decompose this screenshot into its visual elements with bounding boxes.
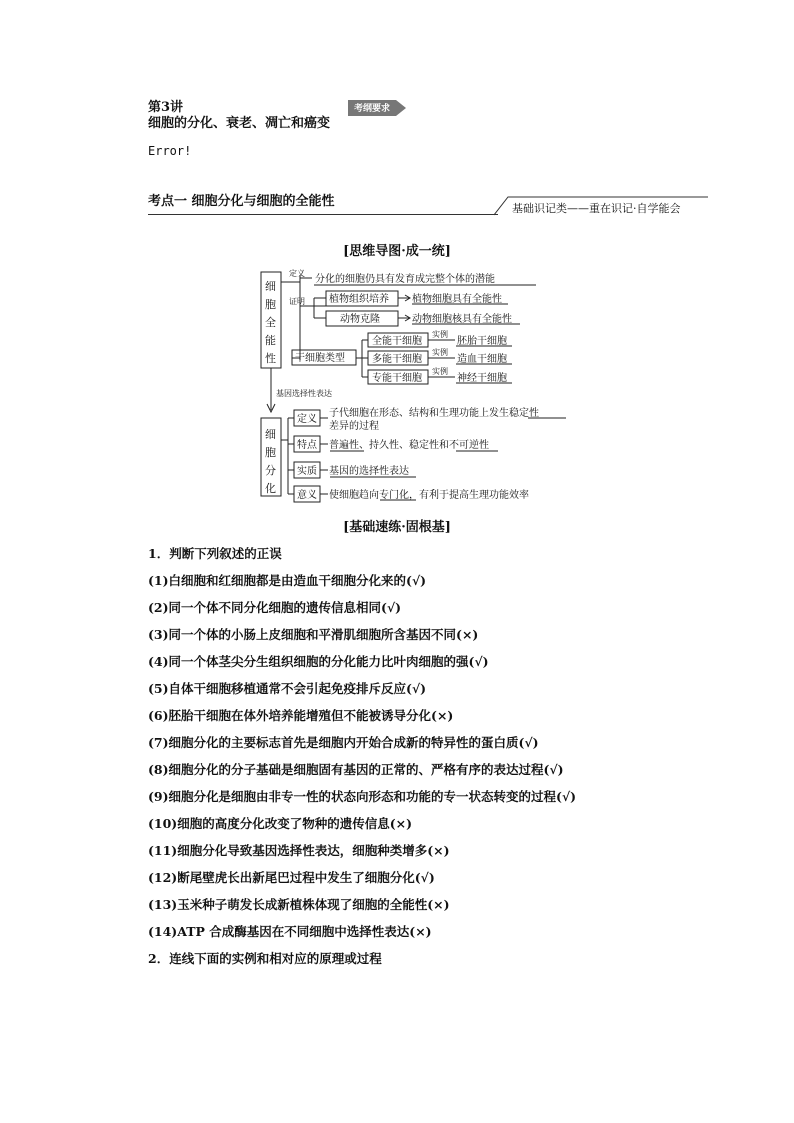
- plant-result: 植物细胞具有全能性: [412, 294, 502, 305]
- diff-text-1a: 子代细胞在形态、结构和生理功能上发生稳定性: [329, 408, 539, 419]
- stem-type-1: 全能干细胞: [372, 336, 422, 347]
- totipotency-label-5: 性: [265, 352, 276, 365]
- stem-type-2: 多能干细胞: [372, 354, 422, 365]
- judgement-item: (2)同一个体不同分化细胞的遗传信息相同(√): [148, 600, 402, 615]
- lecture-number: 第3讲: [148, 100, 184, 115]
- judgement-item: (3)同一个体的小肠上皮细胞和平滑肌细胞所含基因不同(×): [148, 627, 479, 642]
- kaodian-category-label: 基础识记类——重在识记·自学能会: [512, 202, 681, 215]
- diff-key-2: 特点: [297, 440, 317, 451]
- kaodian-title: 考点一 细胞分化与细胞的全能性: [148, 194, 335, 209]
- judgement-item: (9)细胞分化是细胞由非专一性的状态向形态和功能的专一状态转变的过程(√): [148, 789, 577, 804]
- animal-result: 动物细胞核具有全能性: [412, 314, 512, 325]
- judgement-item: (5)自体干细胞移植通常不会引起免疫排斥反应(√): [148, 681, 427, 696]
- judgement-item: (12)断尾壁虎长出新尾巴过程中发生了细胞分化(√): [148, 870, 435, 885]
- definition-tag: 定义: [289, 269, 305, 278]
- stem-example-2: 造血干细胞: [457, 354, 507, 365]
- judgement-item: (10)细胞的高度分化改变了物种的遗传信息(×): [148, 816, 413, 831]
- diff-key-4: 意义: [297, 490, 317, 501]
- judgement-item: (14)ATP 合成酶基因在不同细胞中选择性表达(×): [148, 924, 432, 939]
- judgement-item: (1)白细胞和红细胞都是由造血干细胞分化来的(√): [148, 573, 427, 588]
- judgement-item: (6)胚胎干细胞在体外培养能增殖但不能被诱导分化(×): [148, 708, 454, 723]
- diff-label-2: 胞: [265, 446, 276, 459]
- stem-type-3: 专能干细胞: [372, 373, 422, 384]
- stem-example-1: 胚胎干细胞: [457, 336, 507, 347]
- totipotency-label-2: 胞: [265, 298, 276, 311]
- diff-key-3: 实质: [297, 466, 317, 477]
- judgement-item: (11)细胞分化导致基因选择性表达，细胞种类增多(×): [148, 843, 450, 858]
- plant-culture-label: 植物组织培养: [329, 294, 389, 305]
- lecture-title: 细胞的分化、衰老、凋亡和癌变: [148, 116, 331, 131]
- question-1-title: 1．判断下列叙述的正误: [148, 546, 282, 561]
- proof-tag: 证明: [289, 297, 305, 306]
- syllabus-tag-label: 考纲要求: [354, 104, 391, 114]
- mindmap-section-title: [思维导图·成一统]: [343, 244, 451, 259]
- example-tag-1: 实例: [432, 330, 448, 339]
- diff-text-4: 使细胞趋向专门化，有利于提高生理功能效率: [329, 490, 529, 501]
- animal-clone-label: 动物克隆: [340, 314, 380, 325]
- stem-example-3: 神经干细胞: [457, 373, 507, 384]
- example-tag-3: 实例: [432, 367, 448, 376]
- judgement-item: (13)玉米种子萌发长成新植株体现了细胞的全能性(×): [148, 897, 450, 912]
- diff-label-1: 细: [265, 428, 276, 441]
- gene-expression-label: 基因选择性表达: [276, 389, 332, 398]
- definition-text: 分化的细胞仍具有发育成完整个体的潜能: [315, 274, 495, 285]
- question-2-title: 2．连线下面的实例和相对应的原理或过程: [148, 951, 382, 966]
- diff-text-2: 普遍性、持久性、稳定性和不可逆性: [329, 440, 489, 451]
- diff-label-4: 化: [265, 482, 276, 495]
- diff-key-1: 定义: [297, 414, 317, 425]
- judgement-item: (7)细胞分化的主要标志首先是细胞内开始合成新的特异性的蛋白质(√): [148, 735, 539, 750]
- judgement-item: (4)同一个体茎尖分生组织细胞的分化能力比叶肉细胞的强(√): [148, 654, 489, 669]
- practice-section-title: [基础速练·固根基]: [343, 520, 451, 535]
- error-text: Error!: [148, 144, 192, 158]
- judgement-item: (8)细胞分化的分子基础是细胞固有基因的正常的、严格有序的表达过程(√): [148, 762, 564, 777]
- diff-text-1b: 差异的过程: [329, 421, 379, 432]
- totipotency-label-3: 全: [265, 316, 276, 329]
- totipotency-label-4: 能: [265, 334, 276, 347]
- stem-types-label: 干细胞类型: [295, 353, 345, 364]
- diff-text-3: 基因的选择性表达: [329, 466, 409, 477]
- diff-label-3: 分: [265, 464, 276, 477]
- example-tag-2: 实例: [432, 348, 448, 357]
- totipotency-label-1: 细: [265, 280, 276, 293]
